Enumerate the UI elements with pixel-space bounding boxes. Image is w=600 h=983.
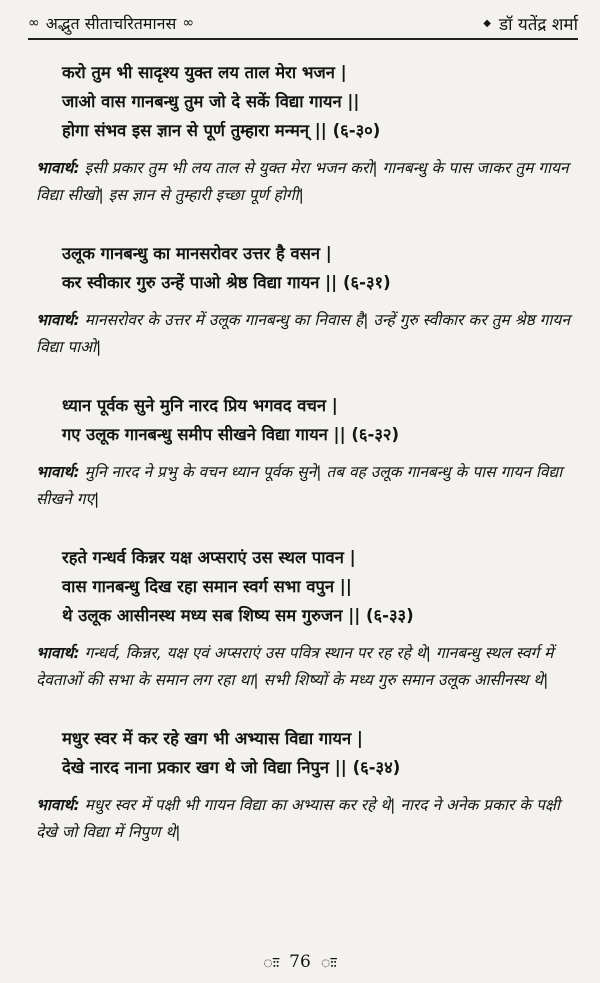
meaning-label: भावार्थ: bbox=[36, 311, 80, 329]
verse-line: जाओ वास गानबन्धु तुम जो दे सकें विद्या गायन || bbox=[62, 92, 360, 111]
meaning bbox=[36, 792, 576, 846]
verse bbox=[62, 239, 582, 297]
verse-number: (६-३२) bbox=[351, 425, 400, 444]
verse bbox=[62, 543, 582, 630]
verse bbox=[62, 724, 582, 782]
verse-line bbox=[62, 420, 582, 449]
meaning bbox=[36, 307, 576, 361]
meaning-label: भावार्थ: bbox=[36, 796, 80, 814]
meaning bbox=[36, 640, 576, 694]
meaning-label: भावार्थ: bbox=[36, 463, 80, 481]
header-left bbox=[28, 12, 194, 34]
verse-line-text: कर स्वीकार गुरु उन्हें पाओ श्रेष्ठ विद्या गायन || bbox=[62, 273, 338, 292]
verse-line-text: गए उलूक गानबन्धु समीप सीखने विद्या गायन || bbox=[62, 425, 346, 444]
verse-number: (६-३३) bbox=[366, 606, 414, 625]
meaning bbox=[36, 155, 576, 209]
verse bbox=[62, 391, 582, 449]
meaning-label: भावार्थ: bbox=[36, 159, 80, 177]
verse-number: (६-३४) bbox=[352, 758, 401, 777]
verse-block bbox=[36, 239, 582, 361]
verse-line-text: होगा संभव इस ज्ञान से पूर्ण तुम्हारा मन्मन् || bbox=[62, 121, 327, 140]
ornament-icon: ःः bbox=[320, 953, 337, 972]
verse bbox=[62, 58, 582, 145]
page-number: 76 bbox=[289, 952, 311, 972]
header-right bbox=[483, 12, 578, 35]
verse-number: (६-३१) bbox=[342, 273, 391, 292]
page-footer bbox=[0, 951, 600, 973]
meaning bbox=[36, 459, 576, 513]
verse-block bbox=[36, 58, 582, 209]
verse-block bbox=[36, 391, 582, 513]
verse-line: उलूक गानबन्धु का मानसरोवर उत्तर है वसन | bbox=[62, 244, 332, 263]
verse-line bbox=[62, 601, 582, 630]
verse-number: (६-३०) bbox=[332, 121, 381, 140]
meaning-text: मानसरोवर के उत्तर में उलूक गानबन्धु का निवास है| उन्हें गुरु स्वीकार कर तुम श्रेष्ठ गायन विद्या पाओ| bbox=[36, 311, 570, 356]
ornament-icon: ∞ bbox=[182, 15, 194, 31]
meaning-text: इसी प्रकार तुम भी लय ताल से युक्त मेरा भजन करो| गानबन्धु के पास जाकर तुम गायन विद्या सीखो| इस ज्ञान से तुम्हारी इच्छा पूर्ण होगी| bbox=[36, 159, 569, 204]
verse-line: करो तुम भी सादृश्य युक्त लय ताल मेरा भजन | bbox=[62, 63, 347, 82]
meaning-text: मधुर स्वर में पक्षी भी गायन विद्या का अभ्यास कर रहे थे| नारद ने अनेक प्रकार के पक्षी देखे जो विद्या में निपुण थे| bbox=[36, 796, 561, 841]
verse-block bbox=[36, 724, 582, 846]
ornament-icon: ःः bbox=[263, 953, 280, 972]
ornament-icon: ∞ bbox=[28, 15, 40, 31]
meaning-text: गन्धर्व, किन्नर, यक्ष एवं अप्सराएं उस पवित्र स्थान पर रह रहे थे| गानबन्धु स्थल स्वर्ग में देवताओं की सभा के समान लग रहा था| सभी शिष्यों के मध्य गुरु समान उलूक आसीनस्थ थे| bbox=[36, 644, 554, 689]
verse-line bbox=[62, 116, 582, 145]
verse-block bbox=[36, 543, 582, 694]
diamond-icon: ◆ bbox=[483, 17, 491, 29]
meaning-label: भावार्थ: bbox=[36, 644, 80, 662]
verse-line: रहते गन्धर्व किन्नर यक्ष अप्सराएं उस स्थल पावन | bbox=[62, 548, 356, 567]
verse-line bbox=[62, 753, 582, 782]
author-name: डॉ यतेंद्र शर्मा bbox=[498, 14, 578, 35]
verse-line: मधुर स्वर में कर रहे खग भी अभ्यास विद्या गायन | bbox=[62, 729, 363, 748]
verse-line-text: थे उलूक आसीनस्थ मध्य सब शिष्य सम गुरुजन || bbox=[62, 606, 361, 625]
verse-line bbox=[62, 268, 582, 297]
verse-line: ध्यान पूर्वक सुने मुनि नारद प्रिय भगवद वचन | bbox=[62, 396, 338, 415]
meaning-text: मुनि नारद ने प्रभु के वचन ध्यान पूर्वक सुने| तब वह उलूक गानबन्धु के पास गायन विद्या सीखने गए| bbox=[36, 463, 563, 508]
book-title: अद्भुत सीताचरितमानस bbox=[45, 14, 177, 33]
page-body bbox=[36, 58, 582, 876]
running-header bbox=[28, 8, 578, 40]
verse-line-text: देखे नारद नाना प्रकार खग थे जो विद्या निपुन || bbox=[62, 758, 347, 777]
verse-line: वास गानबन्धु दिख रहा समान स्वर्ग सभा वपुन || bbox=[62, 577, 352, 596]
